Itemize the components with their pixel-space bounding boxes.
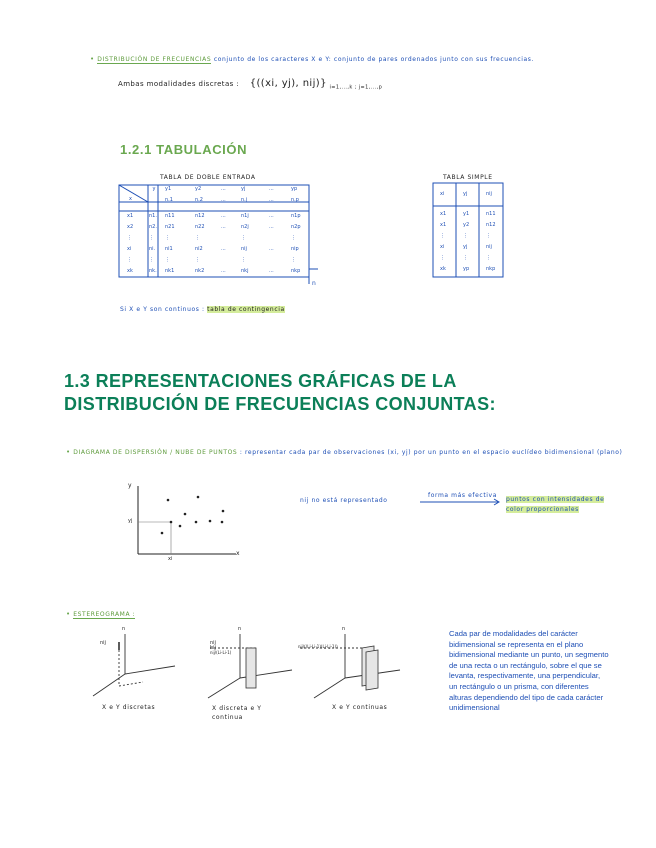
- simple-table-cell: ⋮: [440, 233, 445, 239]
- dt-totals-np: n.p: [291, 197, 299, 203]
- intro-line2-label: Ambas modalidades discretas :: [118, 80, 240, 88]
- dt-totals-dots1: ...: [221, 197, 226, 203]
- simple-table-header: nij: [486, 191, 492, 197]
- double-table-cell: n2j: [241, 224, 249, 230]
- dt-totals-n1: n.1: [165, 197, 173, 203]
- simple-table-cell: x1: [440, 211, 447, 217]
- stereo3-axis-n: n: [342, 626, 346, 632]
- scatter-point: [221, 521, 224, 524]
- dt-totals-dots2: ...: [269, 197, 274, 203]
- stereo-term: ESTEREOGRAMA :: [73, 611, 136, 618]
- scatter-point: [195, 521, 198, 524]
- double-table-cell: ⋮: [127, 235, 132, 241]
- double-table-cell: nk2: [195, 268, 205, 274]
- stereogram-explanation: Cada par de modalidades del carácter bidimensional se representa en el plano bidimensional mediante un punto, un segmento de una recta o un rectángulo, sobre el que se levanta, respectivamente, una perpendicular, un rectángulo o un prisma, con diferentes alturas dependiendo del tipo de cada carácter unidimensional: [449, 629, 609, 713]
- double-table-cell: ...: [269, 213, 274, 219]
- double-table-cell: ...: [269, 246, 274, 252]
- stereo1-axis-n: n: [122, 626, 126, 632]
- double-table-cell: n2p: [291, 224, 301, 230]
- double-table-cell: ni2: [195, 246, 203, 252]
- scatter-point: [197, 496, 200, 499]
- stereo2-axis-n: n: [238, 626, 242, 632]
- scatter-definition-line: [66, 448, 651, 456]
- intro-definition: conjunto de los caracteres X e Y: conjunto de pares ordenados junto con sus frecuencias.: [213, 56, 535, 63]
- dt-header-yp: yp: [291, 186, 298, 192]
- double-table-cell: n11: [165, 213, 175, 219]
- simple-table-cell: ⋮: [440, 255, 445, 261]
- double-table-cell: nij: [241, 246, 247, 252]
- dt-header-y2: y2: [195, 186, 202, 192]
- simple-table-cell: ⋮: [463, 255, 468, 261]
- simple-table-header: yj: [463, 191, 468, 197]
- intro-line-2: [118, 78, 518, 90]
- stereogram-continuous-continuous: [300, 628, 410, 703]
- intro-line-1: [90, 55, 650, 63]
- contingency-note-prefix: Si X e Y son continuos :: [120, 306, 205, 313]
- double-table-cell: ni.: [149, 246, 156, 252]
- dt-header-y: y: [152, 186, 156, 192]
- simple-table-cell: y2: [463, 222, 470, 228]
- double-table-title: TABLA DE DOBLE ENTRADA: [160, 174, 256, 181]
- simple-table-header: xi: [440, 191, 445, 197]
- scatter-point: [161, 532, 164, 535]
- double-table-cell: n1p: [291, 213, 301, 219]
- simple-table-cell: n12: [486, 222, 496, 228]
- double-table-cell: ...: [221, 224, 226, 230]
- simple-table-cell: y1: [463, 211, 470, 217]
- simple-table-cell: yj: [463, 244, 468, 250]
- bullet-icon: •: [66, 610, 71, 618]
- intro-formula-sub: i=1,...,k ; j=1,...,p: [329, 84, 383, 91]
- double-table-cell: xk: [127, 268, 133, 274]
- simple-table-cell: n11: [486, 211, 496, 217]
- double-table-cell: ⋮: [291, 235, 296, 241]
- double-table-cell: ...: [269, 224, 274, 230]
- double-table-cell: n21: [165, 224, 175, 230]
- simple-table-cell: ⋮: [486, 255, 491, 261]
- simple-table-cell: ⋮: [486, 233, 491, 239]
- simple-table-cell: yp: [463, 266, 470, 272]
- simple-table-cell: ⋮: [463, 233, 468, 239]
- scatter-point: [170, 521, 173, 524]
- double-table-cell: ...: [221, 213, 226, 219]
- stereo1-nij: nij: [100, 640, 106, 646]
- double-table-cell: xi: [127, 246, 132, 252]
- double-table-cell: ...: [221, 268, 226, 274]
- stereo2-caption: X discreta e Y continua: [212, 705, 262, 721]
- section-title-tabulacion: 1.2.1 TABULACIÓN: [120, 142, 248, 157]
- scatter-point: [209, 520, 212, 523]
- dt-header-dots2: ...: [269, 186, 274, 192]
- double-table-cell: ⋮: [165, 235, 170, 241]
- points-note-text: puntos con intensidades de color proporcionales: [506, 496, 605, 513]
- dt-header-yj: yj: [241, 186, 246, 192]
- intro-formula: {((xi, yj), nij)}: [249, 78, 327, 89]
- double-table-cell: ⋮: [149, 235, 154, 241]
- stereo1-caption: X e Y discretas: [102, 704, 156, 711]
- double-table-cell: ⋮: [127, 257, 132, 263]
- double-table-cell: nkj: [241, 268, 249, 274]
- simple-table-cell: nij: [486, 244, 492, 250]
- double-table-cell: nk.: [149, 268, 157, 274]
- double-table-cell: ⋮: [195, 257, 200, 263]
- double-table-cell: ni1: [165, 246, 173, 252]
- stereo3-caption: X e Y continuas: [332, 704, 388, 711]
- double-table-cell: ⋮: [241, 235, 246, 241]
- scatter-point: [222, 510, 225, 513]
- scatter-term: DIAGRAMA DE DISPERSIÓN / NUBE DE PUNTOS: [73, 449, 238, 456]
- scatter-point: [179, 525, 182, 528]
- stereo3-formula: nij/((Li-Li-1)(Lj-Lj-1)): [298, 644, 338, 649]
- double-table-cell: ⋮: [165, 257, 170, 263]
- bullet-icon: •: [90, 55, 95, 63]
- stereo-line: [66, 610, 135, 618]
- double-table-cell: n1j: [241, 213, 249, 219]
- stereo2-nij: nij: [210, 640, 216, 646]
- stereo2-hij: hij: [210, 645, 216, 651]
- scatter-point: [167, 499, 170, 502]
- double-table-cell: x1: [127, 213, 134, 219]
- double-table-cell: n12: [195, 213, 205, 219]
- dt-totals-n2: n.2: [195, 197, 203, 203]
- arrow-right-icon: [418, 498, 504, 506]
- scatter-yj-label: yj: [128, 518, 133, 524]
- scatter-plot: [118, 478, 248, 568]
- section-title-graficas: 1.3 REPRESENTACIONES GRÁFICAS DE LA DISTRIBUCIÓN DE FRECUENCIAS CONJUNTAS:: [64, 371, 496, 414]
- simple-table-cell: x1: [440, 222, 447, 228]
- bullet-icon: •: [66, 448, 71, 456]
- dt-header-dots1: ...: [221, 186, 226, 192]
- double-table-cell: ...: [221, 246, 226, 252]
- double-table-cell: ⋮: [195, 235, 200, 241]
- dt-totals-nj: n.j: [241, 197, 248, 203]
- scatter-y-label: y: [128, 482, 133, 489]
- scatter-x-label: x: [236, 550, 241, 557]
- double-table-cell: ⋮: [291, 257, 296, 263]
- scatter-point: [184, 513, 187, 516]
- double-table-cell: ⋮: [241, 257, 246, 263]
- stereo2-formula: nij/(Li-Li-1): [210, 650, 232, 655]
- double-table-cell: ⋮: [149, 257, 154, 263]
- simple-table-title: TABLA SIMPLE: [443, 174, 493, 181]
- double-table-cell: ...: [269, 268, 274, 274]
- simple-table-cell: xi: [440, 244, 445, 250]
- scatter-definition: : representar cada par de observaciones (xi, yj) por un punto en el espacio euclídeo bidimensional (plano): [239, 449, 623, 456]
- scatter-xi-label: xi: [168, 556, 173, 562]
- nij-note: nij no está representado: [300, 497, 388, 504]
- dt-header-y1: y1: [165, 186, 172, 192]
- points-note: [506, 495, 616, 515]
- simple-table-cell: xk: [440, 266, 446, 272]
- double-table-cell: nk1: [165, 268, 175, 274]
- double-table-cell: x2: [127, 224, 134, 230]
- double-table-cell: n1.: [149, 213, 157, 219]
- double-table-total: n: [312, 280, 316, 287]
- double-table-cell: n22: [195, 224, 205, 230]
- double-table-cell: nip: [291, 246, 299, 252]
- double-table-cell: n2.: [149, 224, 157, 230]
- contingency-note: [120, 306, 285, 313]
- double-table-cell: nkp: [291, 268, 301, 274]
- intro-term: DISTRIBUCIÓN DE FRECUENCIAS: [97, 56, 212, 63]
- simple-table-cell: nkp: [486, 266, 496, 272]
- dt-totals-x: x: [129, 196, 132, 202]
- arrow-label: forma más efectiva: [428, 492, 497, 499]
- contingency-note-highlight: tabla de contingencia: [207, 306, 285, 313]
